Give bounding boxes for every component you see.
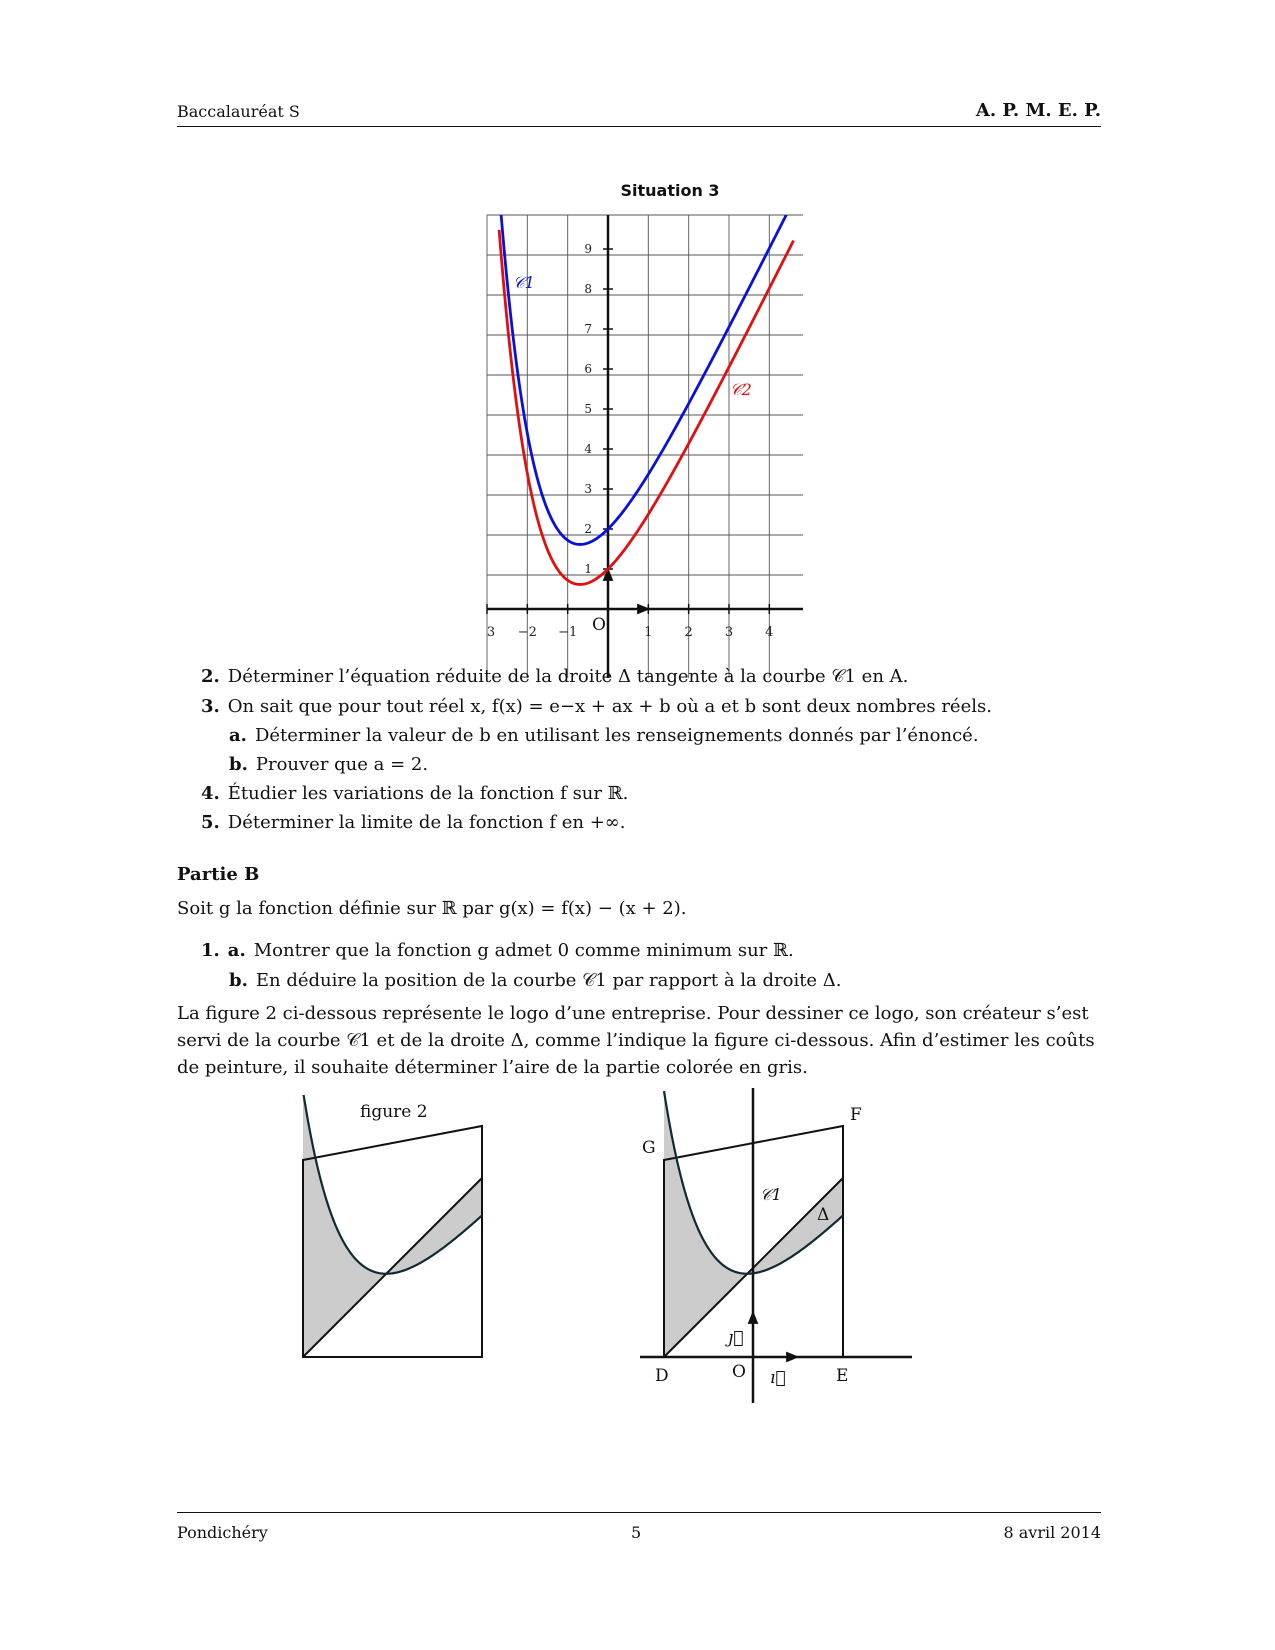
question-5 (201, 812, 626, 833)
q5-text: Déterminer la limite de la fonction f en +∞. (227, 812, 626, 833)
page-header (177, 100, 1101, 127)
header-right: A. P. M. E. P. (975, 100, 1101, 121)
question-4 (201, 783, 628, 804)
y-tick-label: 1 (584, 562, 592, 576)
question-3b (229, 754, 428, 775)
y-tick-label: 9 (584, 242, 592, 256)
label-E: E (836, 1366, 849, 1386)
q3b-num: b. (229, 754, 248, 775)
curve-c1 (499, 210, 793, 544)
figure-2-caption: figure 2 (360, 1102, 428, 1122)
curve-c2 (499, 230, 793, 585)
x-tick-label: 1 (644, 625, 653, 640)
y-tick-label: 4 (584, 442, 592, 456)
q4-num: 4. (201, 783, 220, 804)
b-q1a-text: Montrer que la fonction g admet 0 comme minimum sur ℝ. (253, 940, 794, 961)
b-q1b-num: b. (229, 970, 248, 991)
c1-label: 𝒞1 (513, 273, 535, 292)
logo-shaded-area (303, 1095, 482, 1357)
situation-graph (480, 210, 810, 680)
figure-2-logo (290, 1095, 520, 1375)
b-q1b-text: En déduire la position de la courbe 𝒞1 par rapport à la droite Δ. (255, 970, 842, 991)
y-tick-label: 7 (584, 322, 592, 336)
x-tick-label: 4 (765, 625, 774, 640)
partie-b-q1a (201, 940, 794, 961)
x-tick-label: 3 (724, 625, 734, 640)
header-left: Baccalauréat S (177, 102, 300, 121)
figure-2-annotated (630, 1085, 930, 1405)
label-delta: Δ (817, 1205, 830, 1225)
partie-b-intro: Soit g la fonction définie sur ℝ par g(x) = f(x) − (x + 2). (177, 898, 687, 919)
label-i: ı⃗ (770, 1368, 786, 1388)
q3b-text: Prouver que a = 2. (255, 754, 429, 775)
q5-num: 5. (201, 812, 220, 833)
q3-num: 3. (201, 696, 220, 717)
y-tick-label: 5 (584, 402, 592, 416)
x-tick-label: −2 (517, 625, 537, 640)
q2-num: 2. (201, 666, 220, 687)
x-tick-label: 2 (684, 625, 693, 640)
x-tick-label: 3 (486, 625, 496, 640)
label-D: D (655, 1366, 669, 1386)
origin-label: O (592, 615, 606, 635)
q3a-text: Déterminer la valeur de b en utilisant les renseignements donnés par l’énoncé. (254, 725, 979, 746)
footer-page-number: 5 (631, 1523, 642, 1542)
q4-text: Étudier les variations de la fonction f sur ℝ. (227, 783, 629, 804)
logo-paragraph: La figure 2 ci-dessous représente le logo d’une entreprise. Pour dessiner ce logo, son créateur s’est servi de la courbe 𝒞1 et de la droite Δ, comme l’indique la figure ci-dessous. Afin d’estimer les coûts de peinture, il souhaite déterminer l’aire de la partie colorée en gris. (177, 1003, 1095, 1078)
q3a-num: a. (229, 725, 247, 746)
q3-text: On sait que pour tout réel x, f(x) = e−x + ax + b où a et b sont deux nombres réels. (227, 696, 992, 717)
label-j: ȷ⃗ (728, 1328, 744, 1348)
label-c1: 𝒞1 (760, 1185, 782, 1204)
c2-label: 𝒞2 (730, 380, 752, 399)
y-tick-label: 6 (584, 362, 592, 376)
page-footer (177, 1512, 1101, 1542)
annotated-unit-vectors (749, 1313, 797, 1361)
label-F: F (850, 1105, 862, 1125)
x-tick-label: −1 (558, 625, 578, 640)
label-G: G (642, 1138, 656, 1158)
q2-text: Déterminer l’équation réduite de la droite Δ tangente à la courbe 𝒞1 en A. (227, 666, 909, 687)
partie-b-title: Partie B (177, 864, 260, 885)
partie-b-q1b (229, 970, 842, 991)
unit-vectors (604, 570, 648, 613)
y-tick-label: 2 (584, 522, 592, 536)
question-3a (229, 725, 979, 746)
footer-right: 8 avril 2014 (1003, 1523, 1101, 1542)
y-tick-label: 3 (584, 482, 592, 496)
b-q1-num: 1. (201, 940, 220, 961)
question-2 (201, 666, 908, 687)
b-q1-sub: a. (227, 940, 246, 961)
y-tick-label: 8 (584, 282, 592, 296)
situation-title: Situation 3 (620, 181, 720, 200)
footer-left: Pondichéry (177, 1523, 268, 1542)
label-O: O (732, 1362, 746, 1382)
question-3 (201, 696, 992, 717)
